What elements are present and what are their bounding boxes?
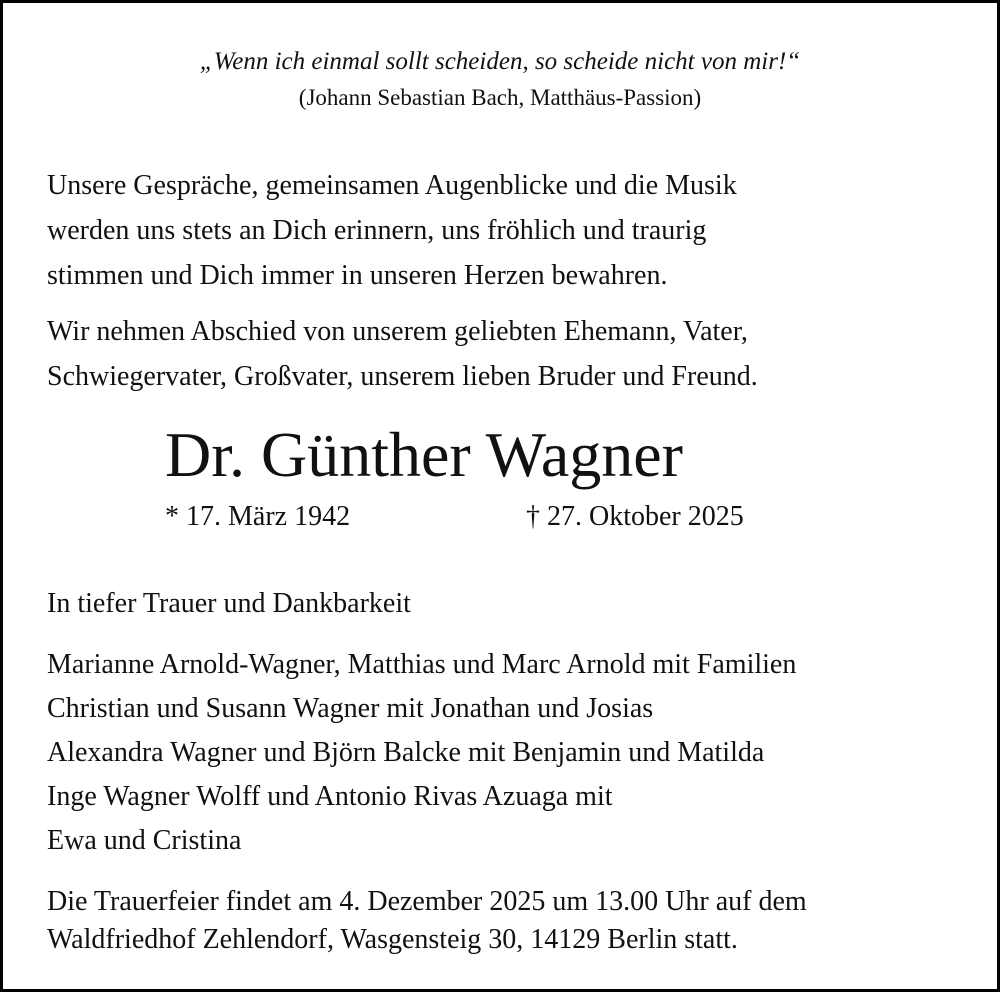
epigraph-quote: „Wenn ich einmal sollt scheiden, so scheide nicht von mir!“ (199, 48, 801, 75)
mourner-line: Ewa und Cristina (47, 825, 242, 856)
intro-line: werden uns stets an Dich erinnern, uns fröhlich und traurig (47, 215, 707, 246)
farewell-line: Schwiegervater, Großvater, unserem lieben Bruder und Freund. (47, 361, 758, 392)
intro-paragraph (47, 163, 737, 298)
epigraph-source: (Johann Sebastian Bach, Matthäus-Passion) (298, 85, 702, 110)
mourner-line: Christian und Susann Wagner mit Jonathan und Josias (47, 693, 654, 724)
mourner-line: Alexandra Wagner und Björn Balcke mit Benjamin und Matilda (47, 737, 765, 768)
intro-line: stimmen und Dich immer in unseren Herzen bewahren. (47, 260, 668, 291)
deceased-name: Dr. Günther Wagner (165, 419, 683, 490)
mourner-line: Inge Wagner Wolff und Antonio Rivas Azuaga mit (47, 781, 613, 812)
intro-line: Unsere Gespräche, gemeinsamen Augenblicke und die Musik (47, 170, 737, 201)
ceremony-info (47, 883, 807, 959)
ceremony-line: Waldfriedhof Zehlendorf, Wasgensteig 30, 14129 Berlin statt. (47, 924, 738, 955)
mourning-heading: In tiefer Trauer und Dankbarkeit (47, 588, 411, 619)
farewell-line: Wir nehmen Abschied von unserem geliebten Ehemann, Vater, (47, 316, 748, 347)
birth-date: * 17. März 1942 (165, 501, 351, 532)
mourners-list (47, 643, 796, 863)
mourner-line: Marianne Arnold-Wagner, Matthias und Marc Arnold mit Familien (47, 649, 797, 680)
farewell-paragraph (47, 309, 758, 399)
death-date: † 27. Oktober 2025 (526, 501, 744, 532)
ceremony-line: Die Trauerfeier findet am 4. Dezember 2025 um 13.00 Uhr auf dem (47, 886, 807, 917)
